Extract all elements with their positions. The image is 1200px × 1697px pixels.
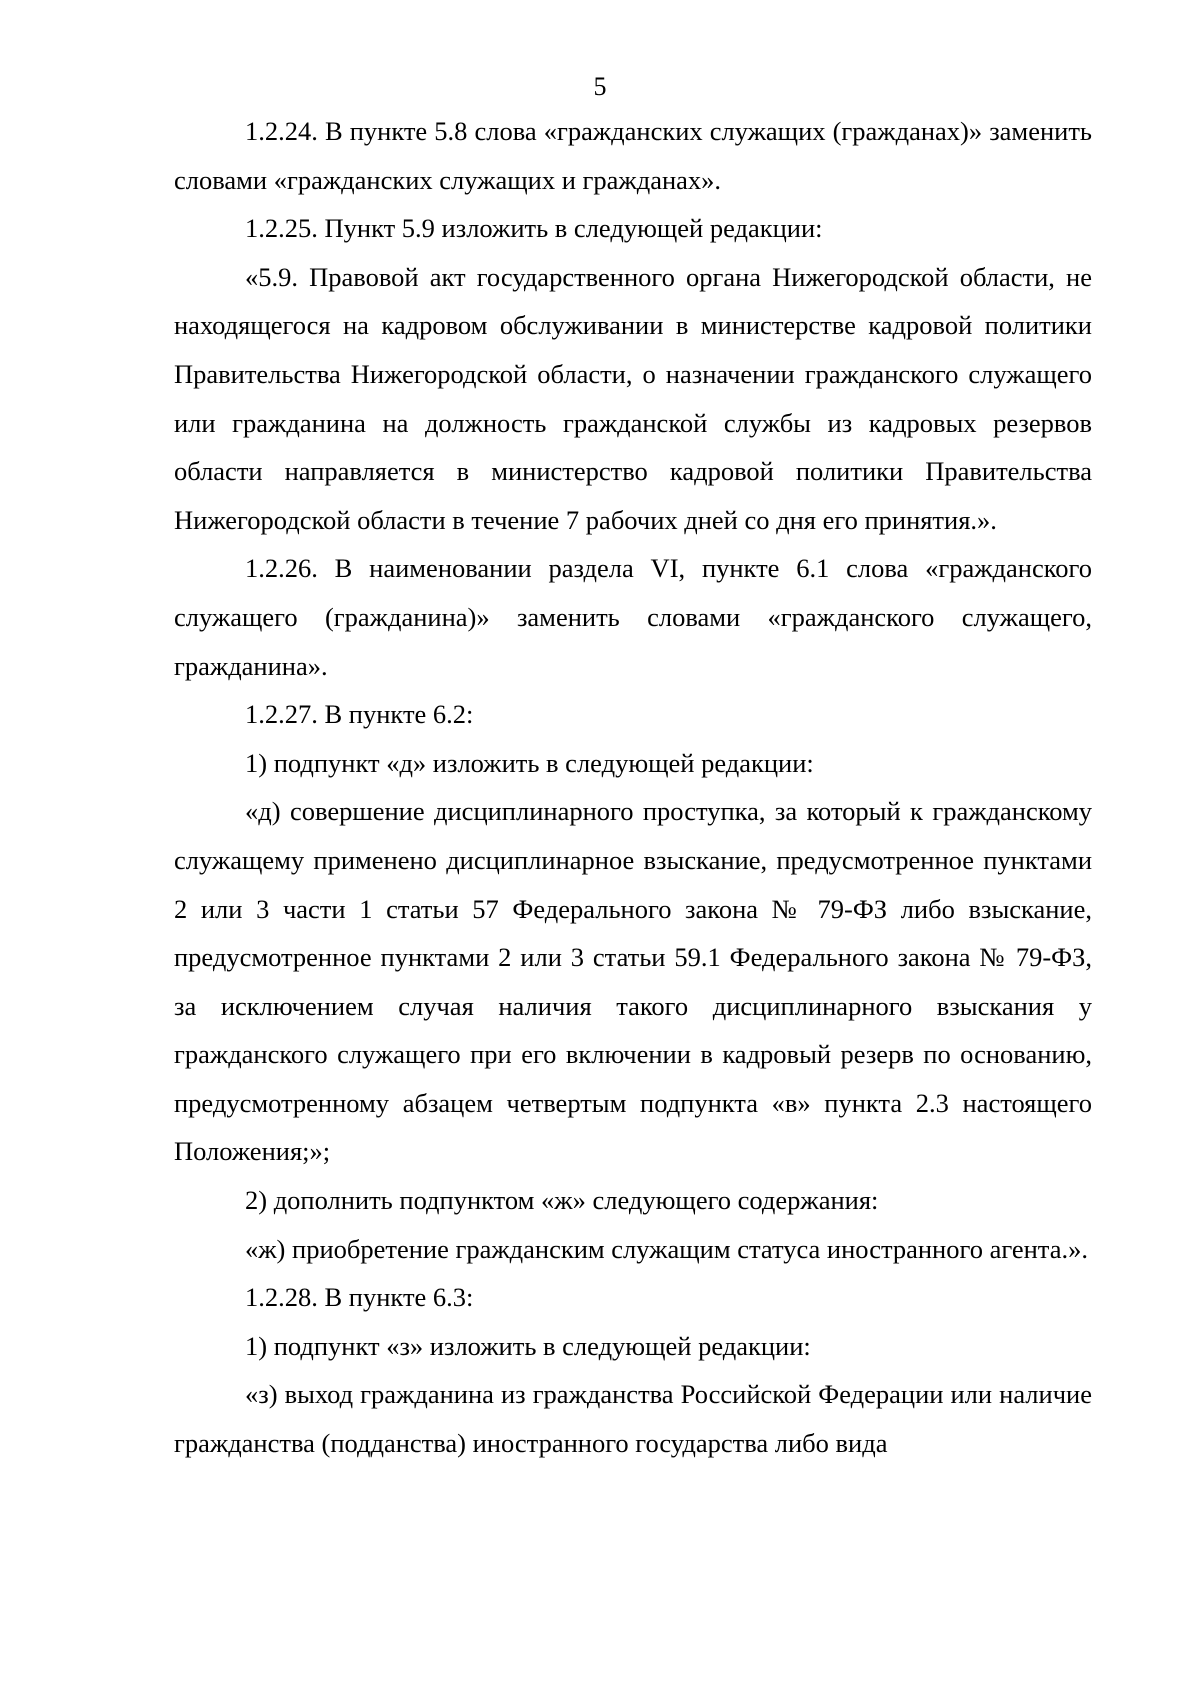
paragraph-subitem-2-zh: 2) дополнить подпунктом «ж» следующего содержания:	[245, 1185, 879, 1216]
paragraph-1-2-26: 1.2.26. В наименовании раздела VI, пункте 6.1 слова «гражданского служащего (гражданина)» заменить словами «гражданского служащего, гражданина».	[174, 553, 1092, 681]
page-number: 5	[593, 72, 607, 101]
document-body	[174, 107, 1092, 1468]
paragraph-1-2-25: 1.2.25. Пункт 5.9 изложить в следующей редакции:	[245, 213, 823, 244]
paragraph-5-9-text: «5.9. Правовой акт государственного органа Нижегородской области, не находящегося на кадровом обслуживании в министерстве кадровой политики Правительства Нижегородской области, о назначении гражданского служащего или гражданина на должность гражданской службы из кадровых резервов области направляется в министерство кадровой политики Правительства Нижегородской области в течение 7 рабочих дней со дня его принятия.».	[174, 261, 1092, 535]
paragraph-d-text: «д) совершение дисциплинарного проступка, за который к гражданскому служащему применено дисциплинарное взыскание, предусмотренное пунктами 2 или 3 части 1 статьи 57 Федерального закона № 79-ФЗ либо взыскание, предусмотренное пунктами 2 или 3 статьи 59.1 Федерального закона № 79-ФЗ, за исключением случая наличия такого дисциплинарного взыскания у гражданского служащего при его включении в кадровый резерв по основанию, предусмотренному абзацем четвертым подпункта «в» пункта 2.3 настоящего Положения;»;	[174, 796, 1092, 1167]
paragraph-zh-text: «ж) приобретение гражданским служащим статуса иностранного агента.».	[245, 1233, 1088, 1264]
paragraph-1-2-27: 1.2.27. В пункте 6.2:	[245, 699, 474, 730]
paragraph-subitem-1-d: 1) подпункт «д» изложить в следующей редакции:	[245, 747, 814, 778]
paragraph-1-2-28: 1.2.28. В пункте 6.3:	[245, 1282, 474, 1313]
paragraph-z-text: «з) выход гражданина из гражданства Российской Федерации или наличие гражданства (подданства) иностранного государства либо вида	[174, 1379, 1092, 1459]
paragraph-1-2-24: 1.2.24. В пункте 5.8 слова «гражданских служащих (гражданах)» заменить словами «гражданских служащих и гражданах».	[174, 116, 1092, 195]
paragraph-subitem-1-z: 1) подпункт «з» изложить в следующей редакции:	[245, 1330, 811, 1361]
